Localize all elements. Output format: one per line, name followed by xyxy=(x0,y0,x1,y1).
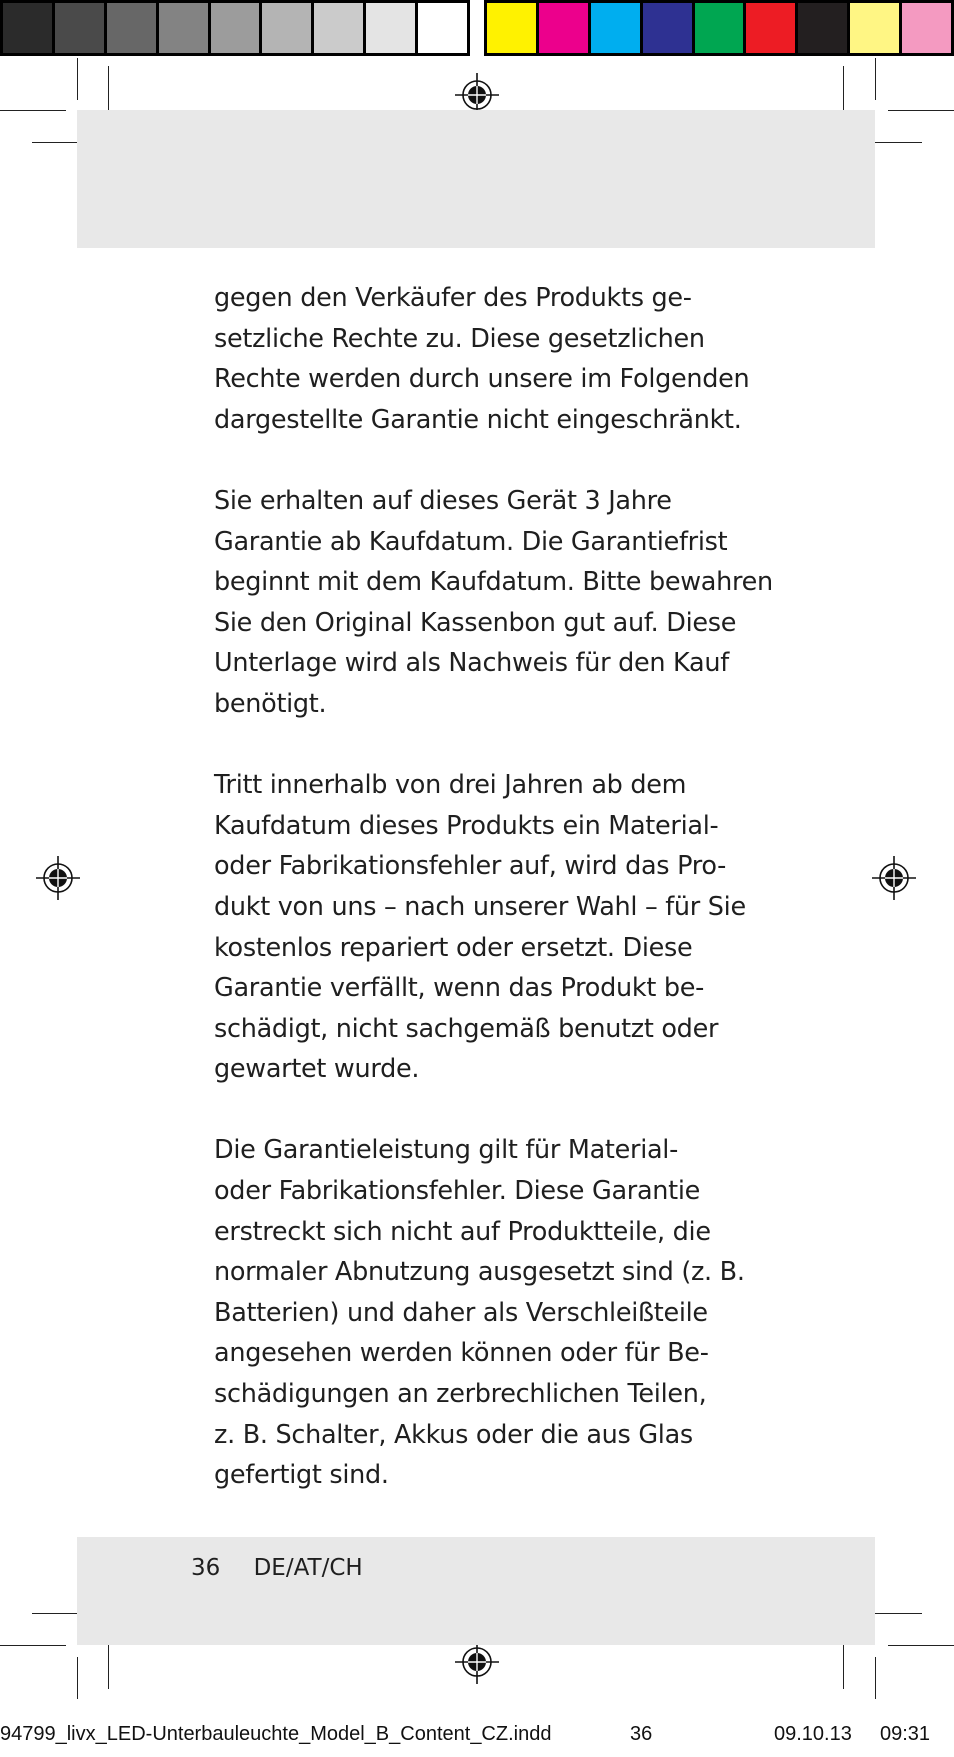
crop-mark xyxy=(875,58,876,100)
gray-swatch xyxy=(159,3,208,53)
crop-mark xyxy=(888,110,954,111)
crop-mark xyxy=(0,110,66,111)
crop-mark xyxy=(77,1657,78,1699)
crop-mark xyxy=(888,1645,954,1646)
gray-swatch xyxy=(418,3,467,53)
color-swatch xyxy=(539,3,588,53)
grayscale-color-bar xyxy=(0,0,470,56)
text-line: oder Fabrikationsfehler. Diese Garantie xyxy=(214,1176,701,1207)
text-line: Garantie ab Kaufdatum. Die Garantiefrist xyxy=(214,526,728,557)
text-line: Die Garantieleistung gilt für Material- xyxy=(214,1135,678,1166)
crop-mark xyxy=(875,1657,876,1699)
header-band xyxy=(77,110,875,248)
slug-date: 09.10.13 xyxy=(774,1723,852,1745)
text-line: Kaufdatum dieses Produkts ein Material- xyxy=(214,810,719,841)
gray-swatch xyxy=(55,3,104,53)
text-line: schädigungen an zerbrechlichen Teilen, xyxy=(214,1379,707,1410)
text-line: Sie den Original Kassenbon gut auf. Diese xyxy=(214,607,737,638)
color-swatch xyxy=(695,3,744,53)
crop-mark xyxy=(77,58,78,100)
text-line: gegen den Verkäufer des Produkts ge- xyxy=(214,283,692,313)
color-swatch xyxy=(850,3,899,53)
slug-time: 09:31 xyxy=(880,1723,931,1745)
text-line: kostenlos repariert oder ersetzt. Diese xyxy=(214,932,693,963)
text-line: Tritt innerhalb von drei Jahren ab dem xyxy=(214,770,687,801)
text-line: benötigt. xyxy=(214,688,327,719)
text-line: erstreckt sich nicht auf Produktteile, die xyxy=(214,1216,711,1247)
text-line: angesehen werden können oder für Be- xyxy=(214,1338,709,1369)
page-footer xyxy=(191,1555,363,1581)
gray-swatch xyxy=(211,3,260,53)
registration-mark-icon xyxy=(36,856,80,900)
gray-swatch xyxy=(107,3,156,53)
text-line: oder Fabrikationsfehler auf, wird das Pro- xyxy=(214,851,727,882)
color-swatch xyxy=(798,3,847,53)
color-swatch xyxy=(746,3,795,53)
text-line: dargestellte Garantie nicht eingeschränkt. xyxy=(214,404,742,435)
color-swatch xyxy=(487,3,536,53)
registration-mark-icon xyxy=(872,856,916,900)
paragraph-defects xyxy=(214,765,754,1090)
process-color-bar xyxy=(484,0,954,56)
text-line: dukt von uns – nach unserer Wahl – für Sie xyxy=(214,891,746,922)
registration-mark-icon xyxy=(455,1640,499,1684)
footer-band xyxy=(77,1537,875,1645)
paragraph-warranty-period xyxy=(214,481,773,725)
crop-mark xyxy=(0,1645,66,1646)
text-line: gefertigt sind. xyxy=(214,1460,389,1491)
slug-page: 36 xyxy=(630,1723,653,1745)
text-line: Unterlage wird als Nachweis für den Kauf xyxy=(214,648,729,679)
text-line: normaler Abnutzung ausgesetzt sind (z. B. xyxy=(214,1257,745,1288)
color-swatch xyxy=(643,3,692,53)
gray-swatch xyxy=(3,3,52,53)
text-line: beginnt mit dem Kaufdatum. Bitte bewahren xyxy=(214,567,773,598)
text-line: Rechte werden durch unsere im Folgenden xyxy=(214,364,750,395)
color-swatch xyxy=(902,3,951,53)
locale-label: DE/AT/CH xyxy=(253,1555,363,1581)
text-line: Garantie verfällt, wenn das Produkt be- xyxy=(214,973,705,1004)
gray-swatch xyxy=(314,3,363,53)
text-line: gewartet wurde. xyxy=(214,1054,420,1085)
text-line: setzliche Rechte zu. Diese gesetzlichen xyxy=(214,323,705,354)
page-number: 36 xyxy=(191,1555,221,1581)
text-line: schädigt, nicht sachgemäß benutzt oder xyxy=(214,1013,719,1044)
paragraph-legal-rights xyxy=(214,278,754,440)
text-line: z. B. Schalter, Akkus oder die aus Glas xyxy=(214,1419,693,1450)
body-text xyxy=(214,278,773,1536)
slug-filename: 94799_livx_LED-Unterbauleuchte_Model_B_Content_CZ.indd xyxy=(0,1723,552,1745)
gray-swatch xyxy=(262,3,311,53)
text-line: Batterien) und daher als Verschleißteile xyxy=(214,1297,708,1328)
gray-swatch xyxy=(366,3,415,53)
color-swatch xyxy=(591,3,640,53)
text-line: Sie erhalten auf dieses Gerät 3 Jahre xyxy=(214,485,672,516)
paragraph-warranty-scope xyxy=(214,1130,754,1495)
